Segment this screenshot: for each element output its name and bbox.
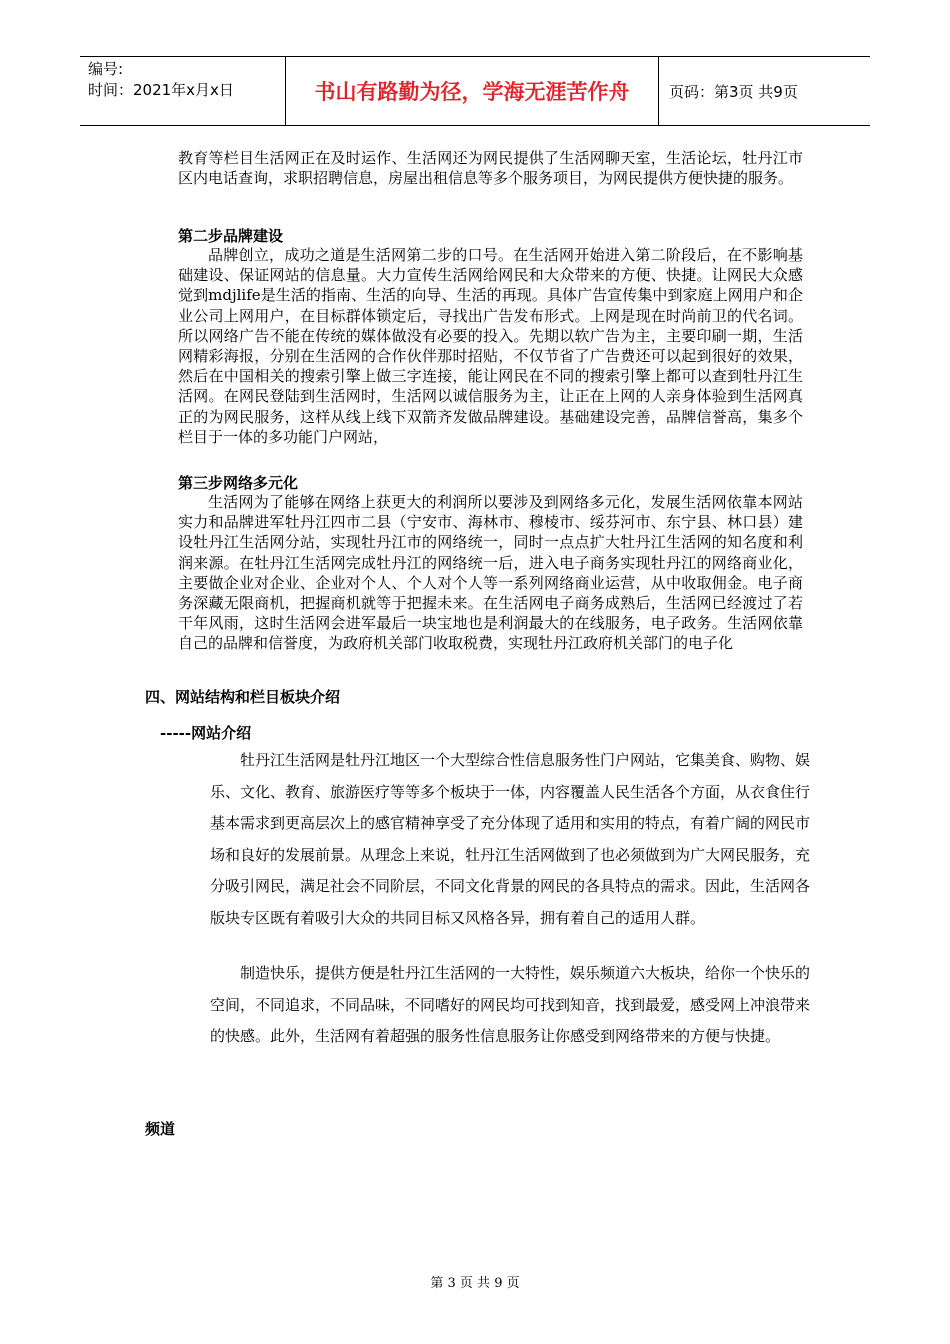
page-footer: 第 3 页 共 9 页	[430, 1276, 520, 1291]
header-left	[80, 57, 285, 125]
site-intro-heading: -----网站介绍	[160, 724, 252, 742]
step2-heading: 第二步品牌建设	[178, 227, 284, 245]
page-header	[80, 56, 870, 126]
site-intro-paragraph-1: 牡丹江生活网是牡丹江地区一个大型综合性信息服务性门户网站，它集美食、购物、娱乐、文化、教育、旅游医疗等等多个板块于一体，内容覆盖人民生活各个方面，从衣食住行基本需求到更高层次上的感官精神享受了充分体现了适用和实用的特点，有着广阔的网民市场和良好的发展前景。从理念上来说，牡丹江生活网做到了也必须做到为广大网民服务，充分吸引网民，满足社会不同阶层，不同文化背景的网民的各具特点的需求。因此，生活网各版块专区既有着吸引大众的共同目标又风格各异，拥有着自己的适用人群。	[210, 751, 811, 927]
site-intro-paragraph-2: 制造快乐，提供方便是牡丹江生活网的一大特性，娱乐频道六大板块，给你一个快乐的空间，不同追求，不同品味，不同嗜好的网民均可找到知音，找到最爱，感受网上冲浪带来的快感。此外，生活网有着超强的服务性信息服务让你感受到网络带来的方便与快捷。	[210, 964, 811, 1045]
header-page-label: 页码：第3页 共9页	[669, 82, 798, 101]
paragraph-intro: 教育等栏目生活网正在及时运作、生活网还为网民提供了生活网聊天室，生活论坛，牡丹江市区内电话查询，求职招聘信息，房屋出租信息等多个服务项目，为网民提供方便快捷的服务。	[178, 149, 803, 188]
header-motto: 书山有路勤为径，学海无涯苦作舟	[285, 57, 659, 125]
time-label: 时间：2021年x月x日	[88, 81, 234, 99]
step2-paragraph: 品牌创立，成功之道是生活网第二步的口号。在生活网开始进入第二阶段后，在不影响基础建设、保证网站的信息量。大力宣传生活网给网民和大众带来的方便、快捷。让网民大众感觉到mdjlife是生活的指南、生活的向导、生活的再现。具体广告宣传集中到家庭上网用户和企业公司上网用户，在目标群体锁定后，寻找出广告发布形式。上网是现在时尚前卫的代名词。所以网络广告不能在传统的媒体做没有必要的投入。先期以软广告为主，主要印刷一期，生活网精彩海报，分别在生活网的合作伙伴那时招贴，不仅节省了广告费还可以起到很好的效果，然后在中国相关的搜索引擎上做三字连接，能让网民在不同的搜索引擎上都可以查到牡丹江生活网。在网民登陆到生活网时，生活网以诚信服务为主，让正在上网的人亲身体验到生活网真正的为网民服务，这样从线上线下双箭齐发做品牌建设。基础建设完善，品牌信誉高，集多个栏目于一体的多功能门户网站，	[178, 246, 803, 446]
number-label: 编号:	[88, 60, 124, 78]
channel-heading: 频道	[145, 1120, 176, 1138]
step3-paragraph: 生活网为了能够在网络上获更大的利润所以要涉及到网络多元化，发展生活网依靠本网站实力和品牌进军牡丹江四市二县（宁安市、海林市、穆棱市、绥芬河市、东宁县、林口县）建设牡丹江生活网分站，实现牡丹江市的网络统一，同时一点点扩大牡丹江生活网的知名度和利润来源。在牡丹江生活网完成牡丹江的网络统一后，进入电子商务实现牡丹江的网络商业化，主要做企业对企业、企业对个人、个人对个人等一系列网络商业运营，从中收取佣金。电子商务深藏无限商机，把握商机就等于把握未来。在生活网电子商务成熟后，生活网已经渡过了若干年风雨，这时生活网会进军最后一块宝地也是利润最大的在线服务，电子政务。生活网依靠自己的品牌和信誉度，为政府机关部门收取税费，实现牡丹江政府机关部门的电子化	[178, 493, 803, 653]
step3-heading: 第三步网络多元化	[178, 474, 299, 492]
section4-heading: 四、网站结构和栏目板块介绍	[145, 688, 341, 706]
